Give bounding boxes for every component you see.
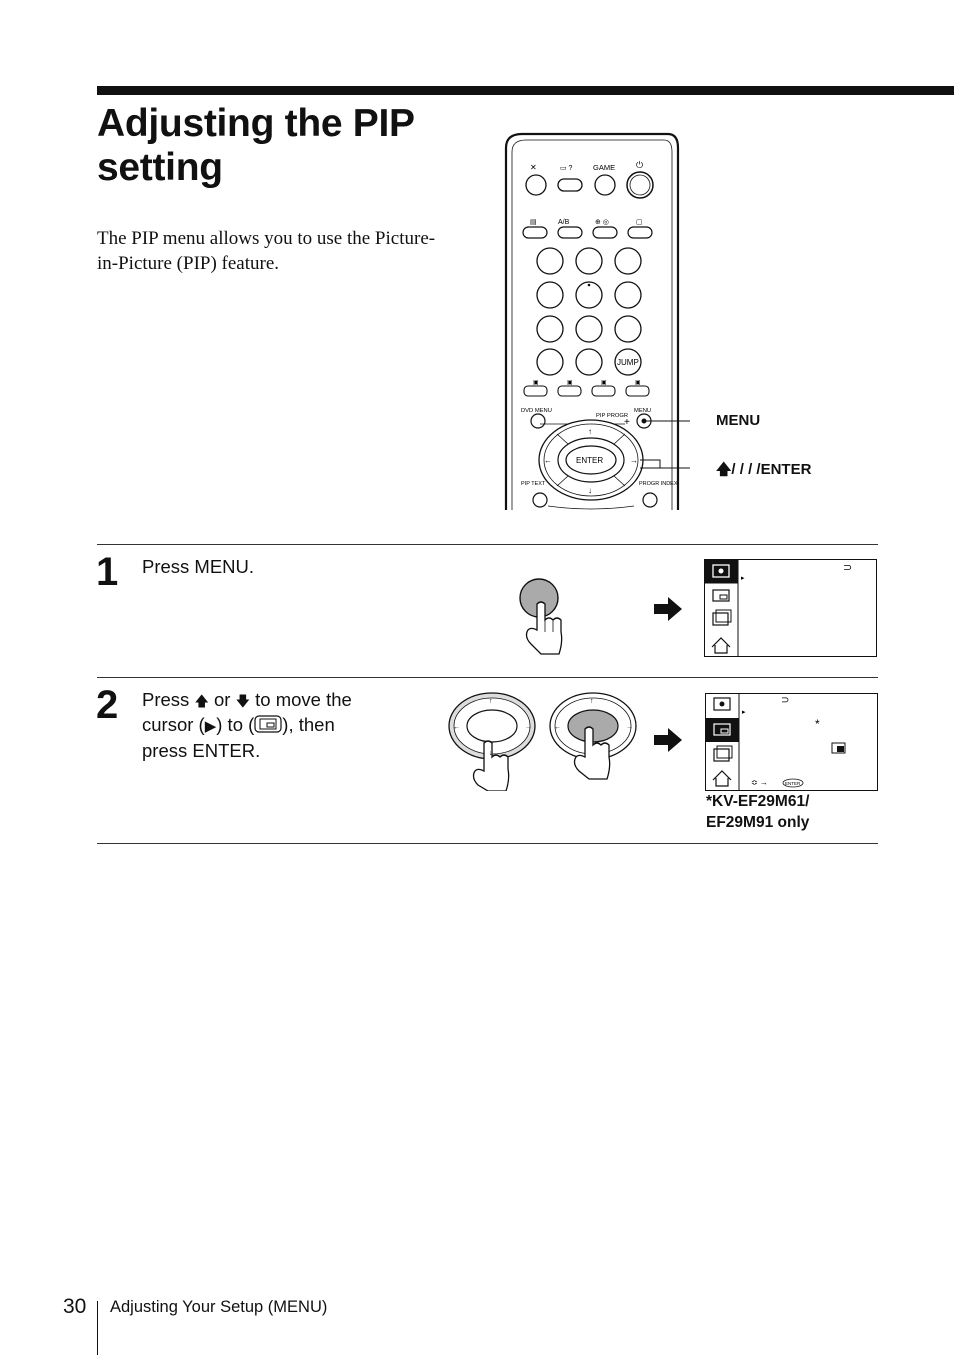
- remote-mute-label: ✕: [530, 163, 537, 172]
- tv-menu-screen-2: [705, 693, 879, 792]
- remote-jump-label: JUMP: [617, 358, 639, 367]
- pip-menu-icon: [254, 714, 282, 734]
- callout-arrows-enter: 🡅/ / / /ENTER: [716, 461, 812, 478]
- step-1-number: 1: [96, 550, 119, 594]
- right-arrow-icon: [654, 597, 682, 621]
- screen-asterisk: *: [815, 717, 820, 731]
- svg-text:↑: ↑: [489, 698, 493, 705]
- remote-game-button: [595, 175, 615, 195]
- joystick-press-down-illustration: [448, 691, 540, 791]
- remote-control-illustration: [500, 128, 690, 510]
- svg-text:▣: ▣: [567, 380, 573, 386]
- svg-text:→: →: [525, 724, 532, 731]
- step-1-text: Press MENU.: [142, 556, 255, 577]
- svg-text:▣: ▣: [635, 380, 641, 386]
- remote-power-button: [627, 172, 653, 198]
- remote-joystick: [539, 420, 643, 500]
- remote-pip-text-label: PIP TEXT: [521, 481, 546, 487]
- divider-rule: [97, 843, 878, 844]
- page-number: 30: [63, 1295, 87, 1318]
- step-2-number: 2: [96, 683, 119, 727]
- svg-text:⊃: ⊃: [843, 562, 853, 574]
- remote-number-pad: [537, 248, 641, 375]
- footer-divider: [97, 1301, 98, 1355]
- svg-text:↑: ↑: [590, 698, 594, 705]
- remote-ab-label: A/B: [558, 219, 570, 226]
- svg-text:→: →: [630, 456, 638, 465]
- svg-text:▸: ▸: [742, 709, 746, 716]
- remote-enter-label: ENTER: [576, 456, 604, 465]
- divider-rule: [97, 677, 878, 678]
- step-2-text: Press 🡅 or 🡇 to move the cursor (▶) to ( ), then press ENTER.: [142, 689, 352, 761]
- remote-mute-button: [526, 175, 546, 195]
- svg-text:▢: ▢: [636, 219, 643, 226]
- svg-text:⊃: ⊃: [781, 695, 790, 706]
- remote-dvd-menu-button: [531, 414, 545, 428]
- down-arrow-icon: 🡇: [235, 693, 250, 709]
- remote-game-label: GAME: [593, 163, 616, 172]
- svg-text:←: ←: [453, 724, 460, 731]
- remote-power-label: ⏻: [636, 160, 644, 170]
- callout-menu: MENU: [716, 412, 761, 429]
- screen-enter-badge: ENTER: [785, 781, 801, 786]
- svg-text:⊕ ◎: ⊕ ◎: [595, 219, 609, 226]
- footnote: *KV-EF29M61/ EF29M91 only: [706, 793, 810, 831]
- svg-text:↓: ↓: [588, 486, 592, 495]
- svg-text:←: ←: [544, 456, 552, 465]
- svg-text:→: →: [626, 724, 633, 731]
- svg-text:▸: ▸: [741, 575, 745, 582]
- svg-text:▣: ▣: [533, 380, 539, 386]
- right-arrow-icon: [654, 728, 682, 752]
- svg-text:↑: ↑: [588, 427, 592, 436]
- svg-text:←: ←: [554, 724, 561, 731]
- svg-text:▤: ▤: [530, 219, 537, 226]
- finger-press-menu-illustration: [515, 574, 575, 656]
- top-rule: [97, 86, 954, 95]
- svg-text:↓: ↓: [489, 750, 493, 757]
- intro-text: The PIP menu allows you to use the Picture-in-Picture (PIP) feature.: [97, 228, 436, 274]
- remote-info-button: [558, 179, 582, 191]
- svg-text:▭ ?: ▭ ?: [560, 165, 573, 172]
- svg-text:▣: ▣: [601, 380, 607, 386]
- remote-pip-progr-label: PIP PROGR: [596, 413, 629, 419]
- remote-menu-label: MENU: [634, 408, 652, 414]
- page-title: Adjusting the PIP setting: [97, 102, 415, 189]
- cursor-triangle-icon: ▶: [204, 718, 217, 735]
- svg-text:+: +: [624, 417, 630, 428]
- footer-section-title: Adjusting Your Setup (MENU): [110, 1298, 328, 1316]
- remote-progr-index-label: PROGR INDEX: [639, 481, 678, 487]
- up-arrow-icon: 🡅: [716, 461, 732, 478]
- svg-text:≎ →: ≎ →: [751, 778, 768, 787]
- joystick-press-enter-illustration: [549, 691, 641, 791]
- divider-rule: [97, 544, 878, 545]
- remote-dvd-menu-label: DVD MENU: [521, 408, 552, 414]
- tv-menu-screen-1: [704, 559, 878, 658]
- up-arrow-icon: 🡅: [194, 693, 209, 709]
